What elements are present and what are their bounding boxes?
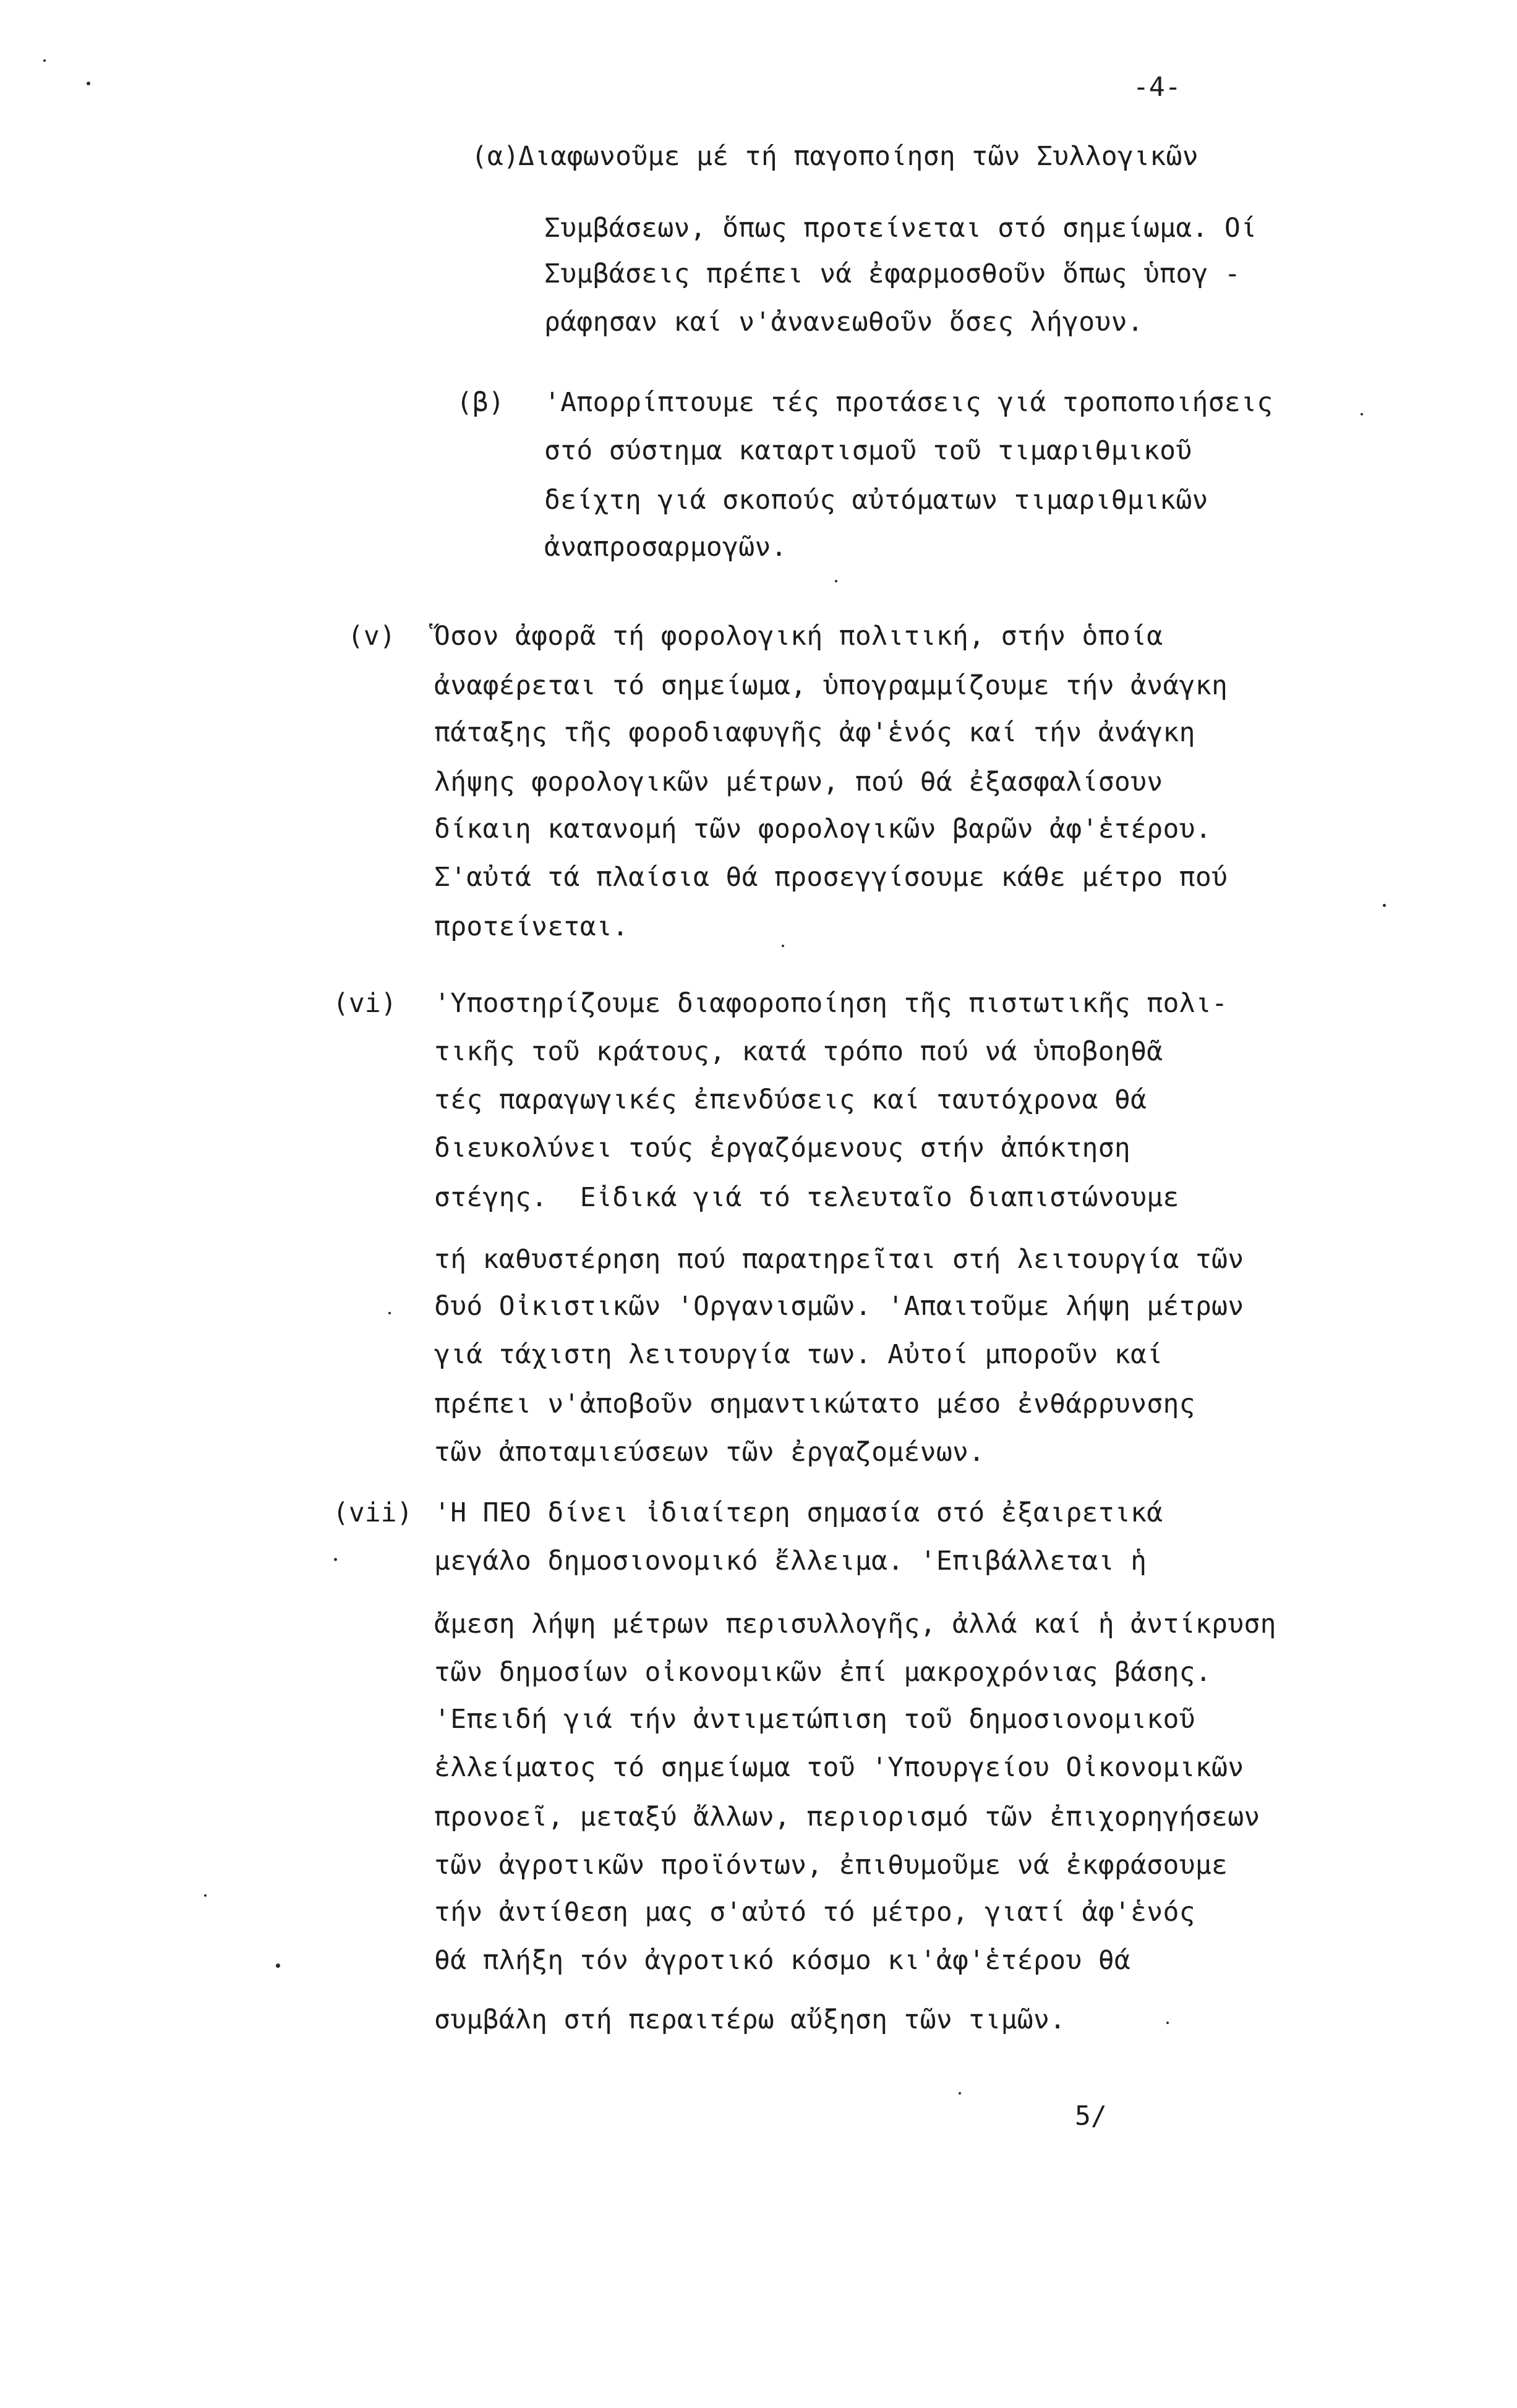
section-marker: (vii) (333, 1497, 413, 1528)
text-line: πρέπει ν'ἀποβοῦν σημαντικώτατο μέσο ἐνθάρρυνσης (434, 1389, 1195, 1419)
text-line: ἀναπροσαρμογῶν. (544, 532, 787, 563)
text-line: 'Η ΠΕΟ δίνει ἰδιαίτερη σημασία στό ἐξαιρετικά (434, 1497, 1163, 1528)
text-line: τή καθυστέρηση πού παρατηρεῖται στή λειτουργία τῶν (434, 1244, 1244, 1275)
text-line: τές παραγωγικές ἐπενδύσεις καί ταυτόχρονα θά (434, 1084, 1147, 1115)
text-line: στό σύστημα καταρτισμοῦ τοῦ τιμαριθμικοῦ (544, 435, 1192, 466)
scan-speck (1166, 2022, 1169, 2024)
text-line: προνοεῖ, μεταξύ ἄλλων, περιορισμό τῶν ἐπιχορηγήσεων (434, 1802, 1260, 1832)
text-line: θά πλήξη τόν ἀγροτικό κόσμο κι'ἀφ'ἑτέρου θά (434, 1945, 1131, 1976)
text-line: συμβάλη στή περαιτέρω αὔξηση τῶν τιμῶν. (434, 2004, 1066, 2035)
scan-speck (1383, 904, 1386, 907)
text-line: δίκαιη κατανομή τῶν φορολογικῶν βαρῶν ἀφ'ἑτέρου. (434, 814, 1212, 845)
text-line: πάταξης τῆς φοροδιαφυγῆς ἀφ'ἑνός καί τήν ἀνάγκη (434, 717, 1195, 748)
scan-speck (782, 945, 784, 947)
text-line: ράφησαν καί ν'ἀνανεωθοῦν ὅσες λήγουν. (544, 307, 1143, 338)
scan-speck (959, 2092, 961, 2095)
text-line: διευκολύνει τούς ἐργαζόμενους στήν ἀπόκτηση (434, 1133, 1131, 1164)
text-line: Ὅσον ἀφορᾶ τή φορολογική πολιτική, στήν ὁποία (434, 621, 1163, 652)
text-line: δείχτη γιά σκοπούς αὐτόματων τιμαριθμικῶν (544, 485, 1208, 516)
scan-speck (835, 580, 837, 582)
text-line: Συμβάσεων, ὅπως προτείνεται στό σημείωμα. Οί (544, 213, 1257, 244)
text-line: λήψης φορολογικῶν μέτρων, πού θά ἐξασφαλίσουν (434, 767, 1163, 798)
text-line: ἐλλείματος τό σημείωμα τοῦ 'Υπουργείου Οἰκονομικῶν (434, 1752, 1244, 1783)
scan-speck (276, 1963, 280, 1968)
scan-speck (87, 82, 90, 85)
scan-speck (204, 1894, 207, 1897)
text-line: δυό Οἰκιστικῶν 'Οργανισμῶν. 'Απαιτοῦμε λήψη μέτρων (434, 1291, 1244, 1322)
text-line: ἀναφέρεται τό σημείωμα, ὑπογραμμίζουμε τήν ἀνάγκη (434, 670, 1228, 701)
text-line: μεγάλο δημοσιονομικό ἔλλειμα. 'Επιβάλλεται ἡ (434, 1546, 1147, 1576)
text-line: τικῆς τοῦ κράτους, κατά τρόπο πού νά ὑποβοηθᾶ (434, 1036, 1163, 1067)
scan-speck (43, 59, 46, 62)
section-marker: (vi) (333, 988, 397, 1019)
text-line: γιά τάχιστη λειτουργία των. Αὐτοί μποροῦν καί (434, 1339, 1163, 1370)
page-number: -4- (1133, 72, 1181, 103)
text-line: ἄμεση λήψη μέτρων περισυλλογῆς, ἀλλά καί ἡ ἀντίκρυση (434, 1609, 1276, 1640)
text-line: 'Υποστηρίζουμε διαφοροποίηση τῆς πιστωτικῆς πολι- (434, 988, 1228, 1019)
text-line: Σ'αὐτά τά πλαίσια θά προσεγγίσουμε κάθε μέτρο πού (434, 862, 1228, 893)
scan-speck (1361, 413, 1363, 415)
section-marker: (α) (471, 141, 519, 172)
text-line: Συμβάσεις πρέπει νά ἐφαρμοσθοῦν ὅπως ὑπογ - (544, 258, 1241, 289)
text-line: τῶν ἀποταμιεύσεων τῶν ἐργαζομένων. (434, 1437, 985, 1468)
text-line: τήν ἀντίθεση μας σ'αὐτό τό μέτρο, γιατί ἀφ'ἑνός (434, 1897, 1195, 1928)
text-line: Διαφωνοῦμε μέ τή παγοποίηση τῶν Συλλογικῶν (518, 141, 1199, 172)
text-line: 'Απορρίπτουμε τές προτάσεις γιά τροποποιήσεις (544, 387, 1273, 418)
scan-speck (334, 1558, 337, 1561)
continuation-marker: 5/ (1075, 2101, 1107, 2132)
text-line: στέγης. Εἰδικά γιά τό τελευταῖο διαπιστώνουμε (434, 1182, 1179, 1213)
text-line: προτείνεται. (434, 911, 629, 942)
text-line: τῶν δημοσίων οἰκονομικῶν ἐπί μακροχρόνιας βάσης. (434, 1657, 1212, 1688)
scan-speck (388, 1312, 391, 1314)
section-marker: (v) (348, 621, 396, 652)
section-marker: (β) (456, 387, 505, 418)
text-line: τῶν ἀγροτικῶν προϊόντων, ἐπιθυμοῦμε νά ἐκφράσουμε (434, 1850, 1228, 1881)
text-line: 'Επειδή γιά τήν ἀντιμετώπιση τοῦ δημοσιονομικοῦ (434, 1704, 1195, 1735)
